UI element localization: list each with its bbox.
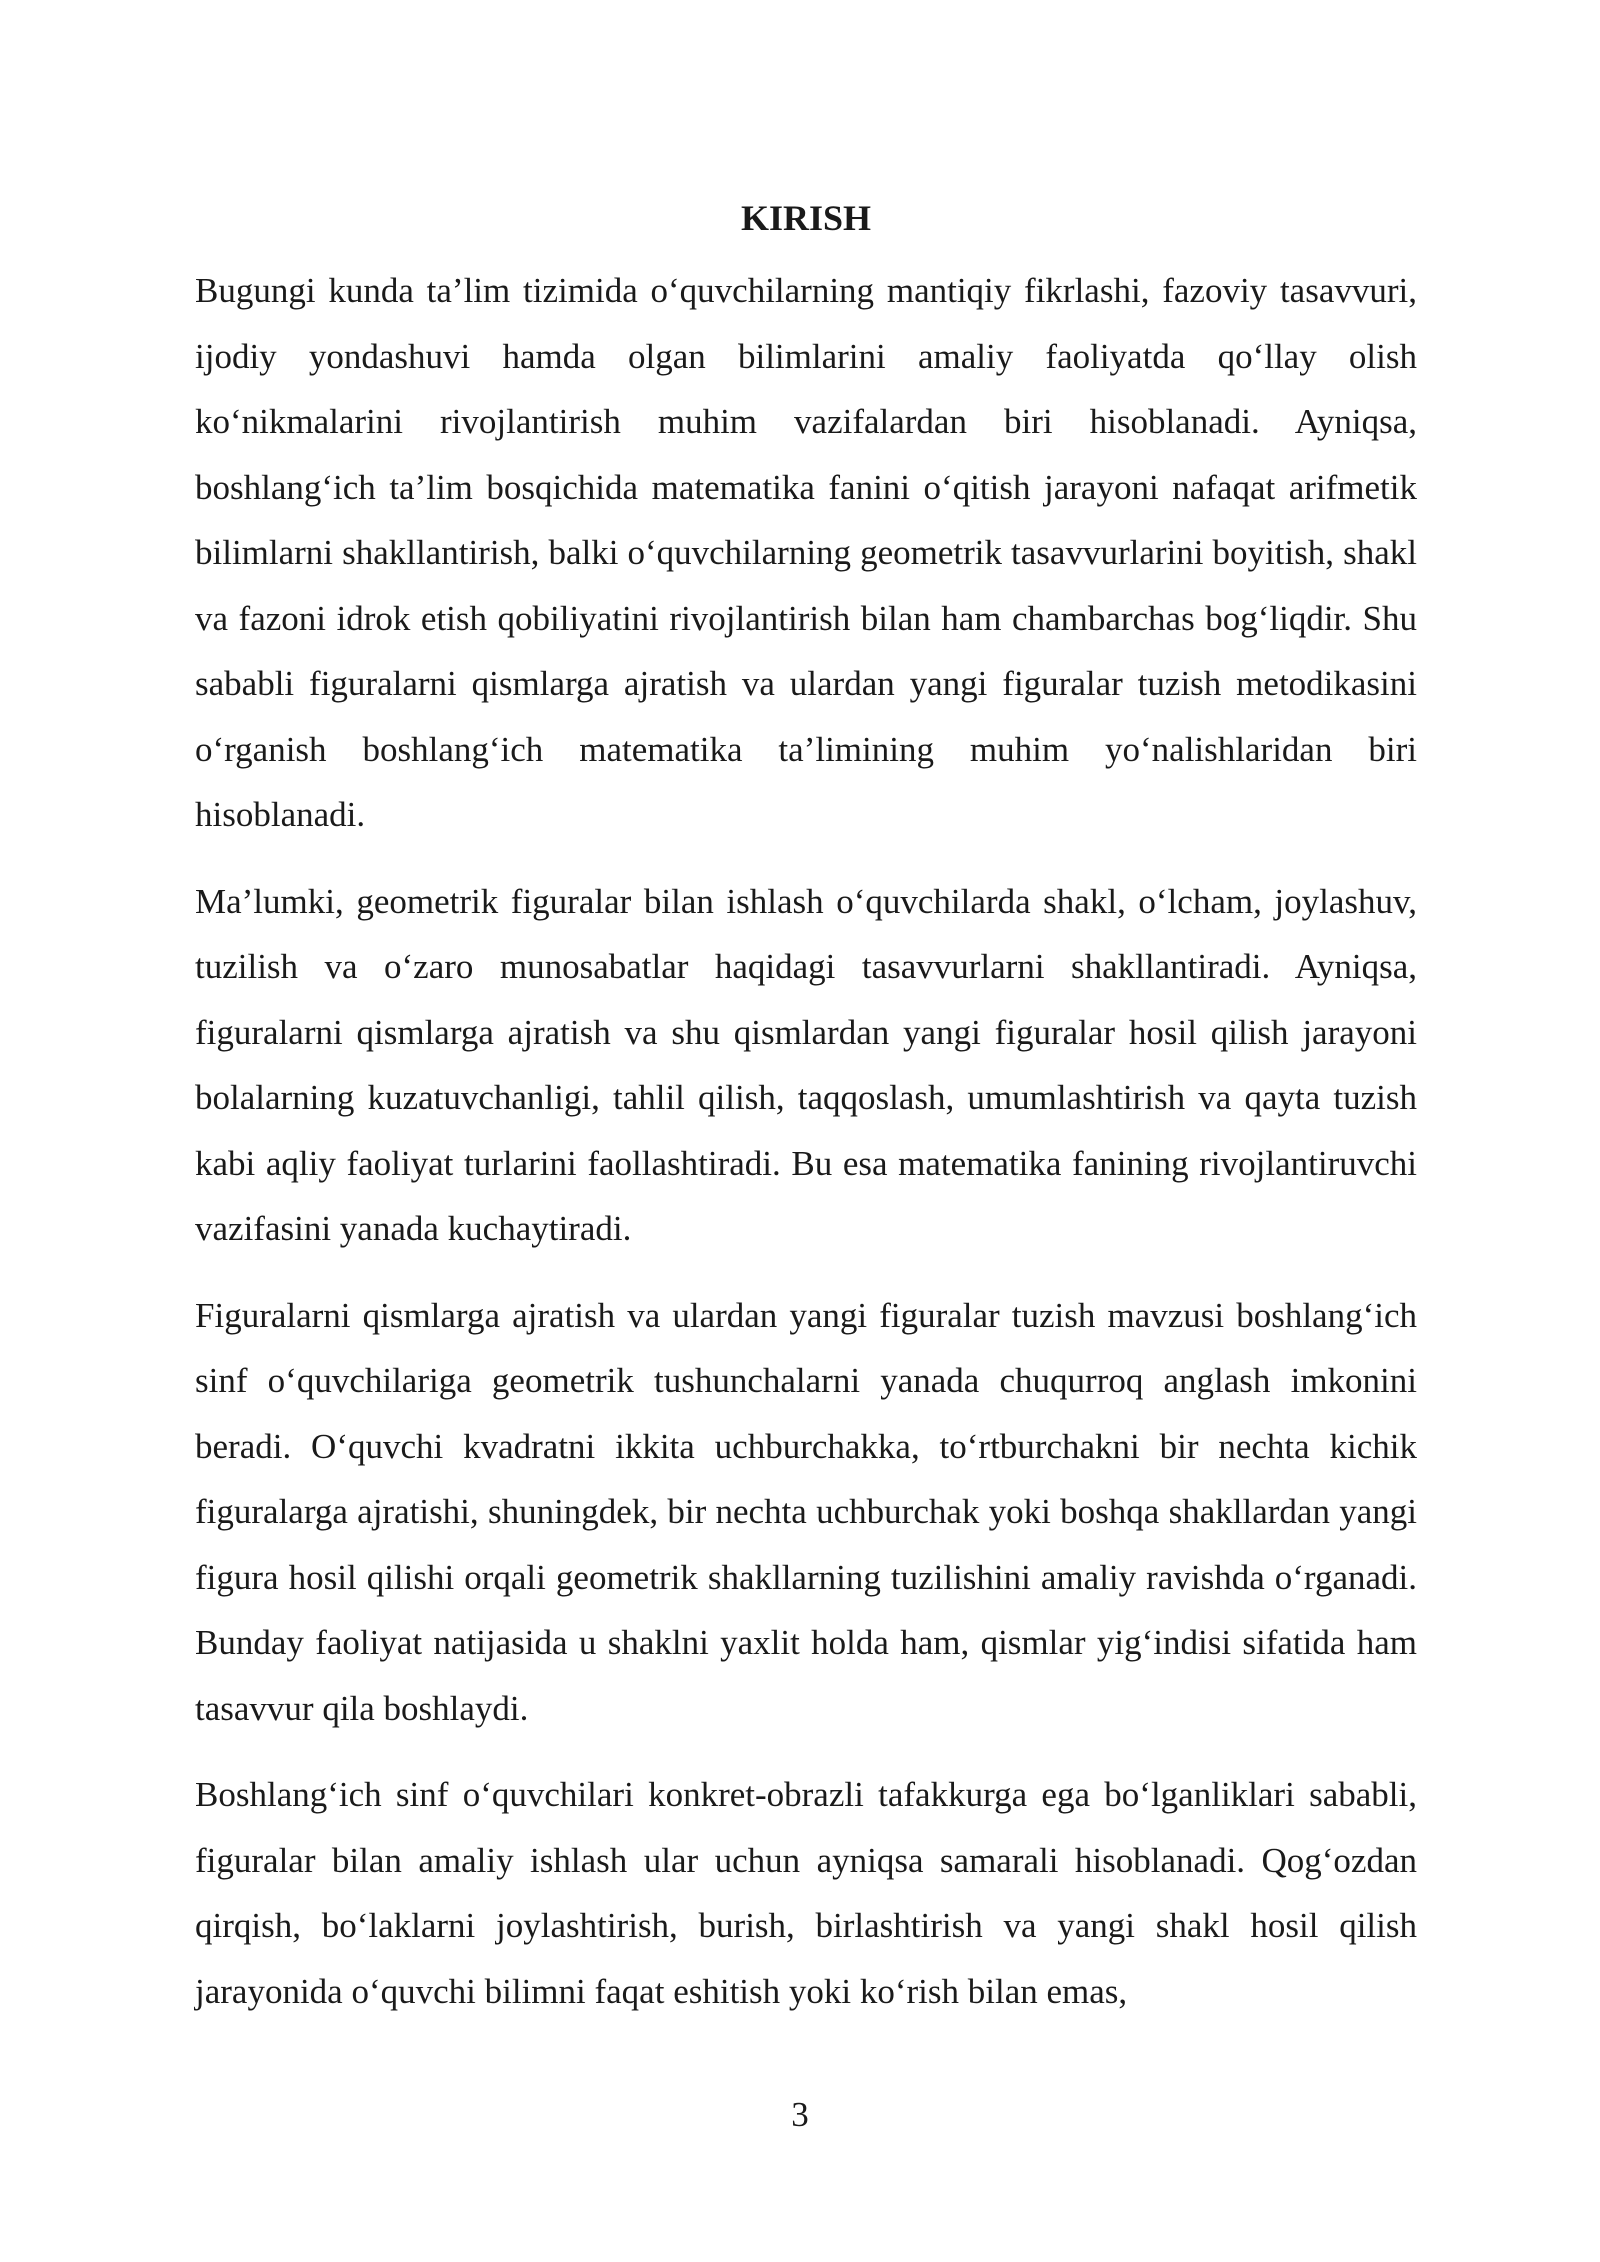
paragraph-1: Bugungi kunda ta’lim tizimida o‘quvchilarning mantiqiy fikrlashi, fazoviy tasavvuri, ijodiy yondashuvi hamda olgan bilimlarini amaliy faoliyatda qo‘llay olish ko‘nikmalarini rivojlantirish muhim vazifalardan biri hisoblanadi. Ayniqsa, boshlang‘ich ta’lim bosqichida matematika fanini o‘qitish jarayoni nafaqat arifmetik bilimlarni shakllantirish, balki o‘quvchilarning geometrik tasavvurlarini boyitish, shakl va fazoni idrok etish qobiliyatini rivojlantirish bilan ham chambarchas bog‘liqdir. Shu sababli figuralarni qismlarga ajratish va ulardan yangi figuralar tuzish metodikasini o‘rganish boshlang‘ich matematika ta’limining muhim yo‘nalishlaridan biri hisoblanadi.: [195, 271, 1417, 834]
page-number: 3: [791, 2095, 809, 2134]
paragraph-2: Ma’lumki, geometrik figuralar bilan ishlash o‘quvchilarda shakl, o‘lcham, joylashuv, tuzilish va o‘zaro munosabatlar haqidagi tasavvurlarni shakllantiradi. Ayniqsa, figuralarni qismlarga ajratish va shu qismlardan yangi figuralar hosil qilish jarayoni bolalarning kuzatuvchanligi, tahlil qilish, taqqoslash, umumlashtirish va qayta tuzish kabi aqliy faoliyat turlarini faollashtiradi. Bu esa matematika fanining rivojlantiruvchi vazifasini yanada kuchaytiradi.: [195, 881, 1417, 1248]
section-title: KIRISH: [740, 198, 872, 238]
page-content: [195, 188, 1417, 2045]
paragraph-4: Boshlang‘ich sinf o‘quvchilari konkret-obrazli tafakkurga ega bo‘lganliklari sababli, figuralar bilan amaliy ishlash ular uchun ayniqsa samarali hisoblanadi. Qog‘ozdan qirqish, bo‘laklarni joylashtirish, burish, birlashtirish va yangi shakl hosil qilish jarayonida o‘quvchi bilimni faqat eshitish yoki ko‘rish bilan emas,: [195, 1775, 1417, 2011]
paragraph-3: Figuralarni qismlarga ajratish va ulardan yangi figuralar tuzish mavzusi boshlang‘ich sinf o‘quvchilariga geometrik tushunchalarni yanada chuqurroq anglash imkonini beradi. O‘quvchi kvadratni ikkita uchburchakka, to‘rtburchakni bir nechta kichik figuralarga ajratishi, shuningdek, bir nechta uchburchak yoki boshqa shakllardan yangi figura hosil qilishi orqali geometrik shakllarning tuzilishini amaliy ravishda o‘rganadi. Bunday faoliyat natijasida u shaklni yaxlit holda ham, qismlar yig‘indisi sifatida ham tasavvur qila boshlaydi.: [195, 1295, 1417, 1728]
